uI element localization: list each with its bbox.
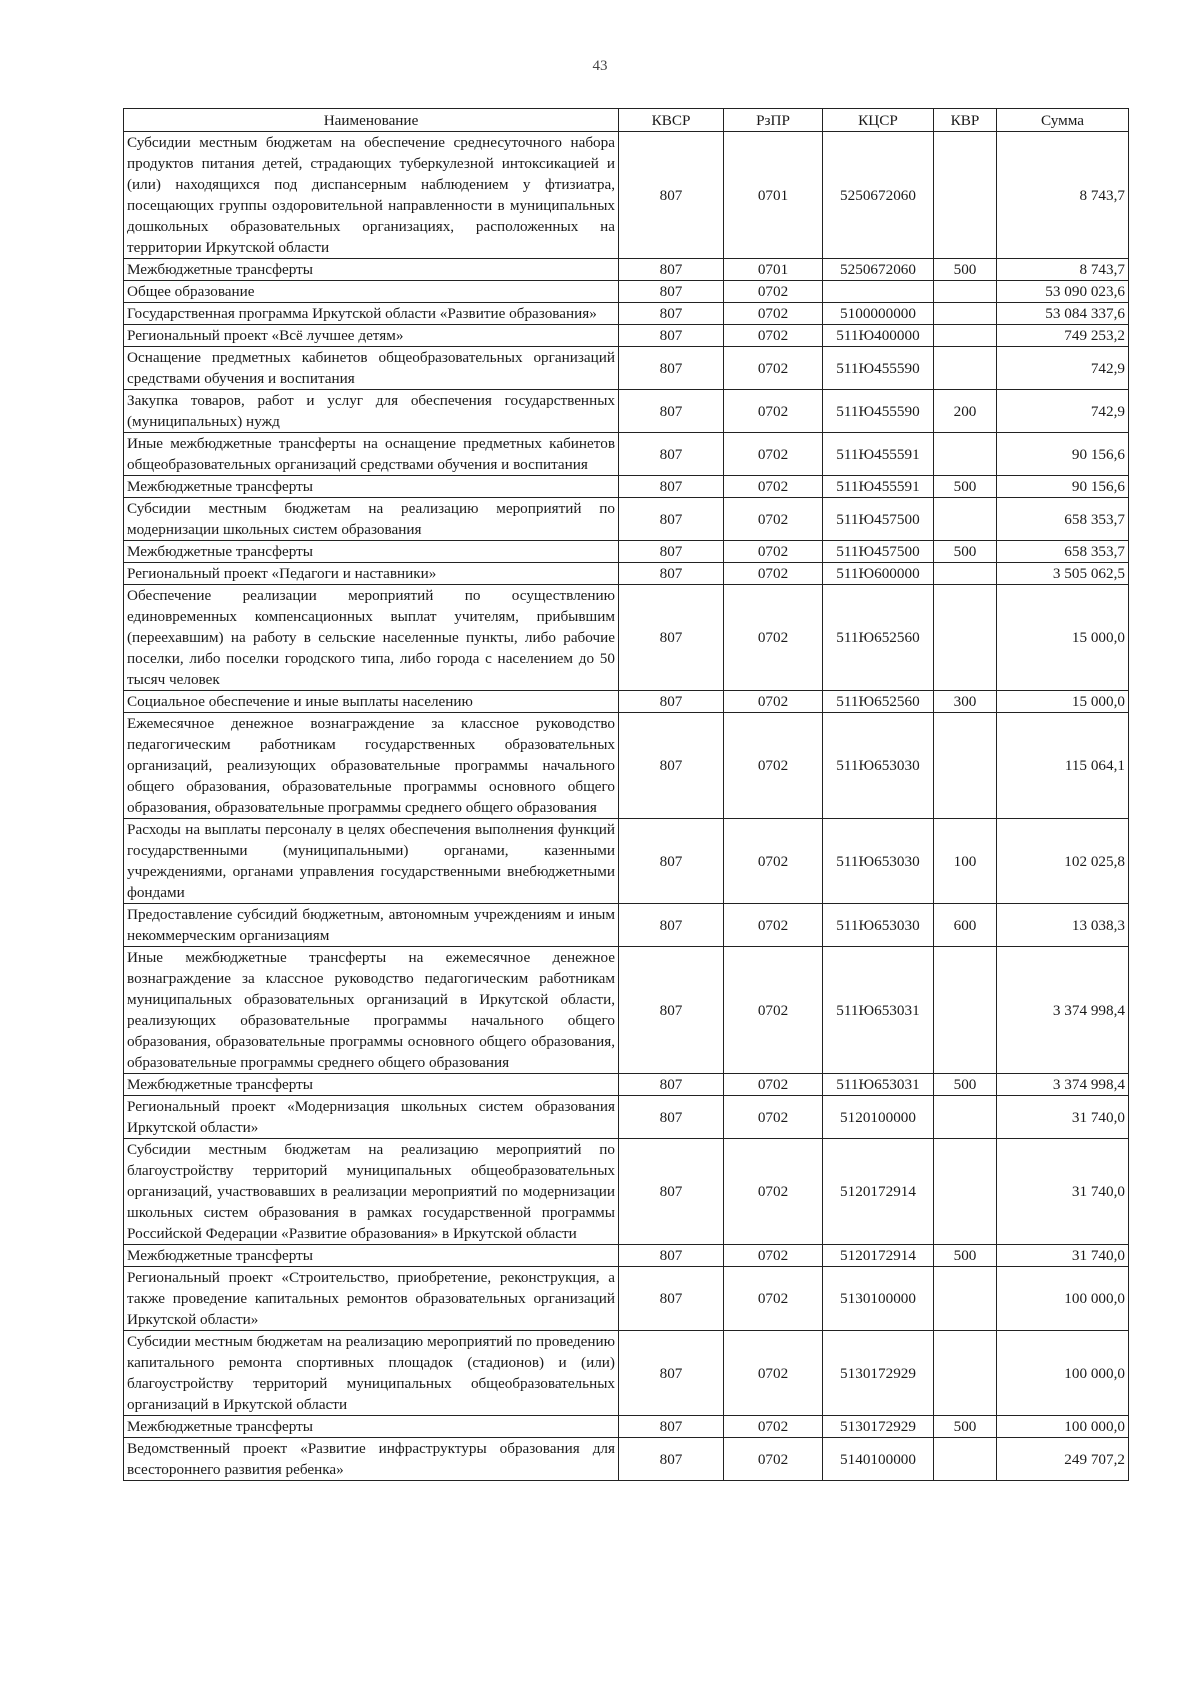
row-kvr bbox=[934, 1267, 997, 1331]
table-row bbox=[124, 325, 1129, 347]
row-kvr bbox=[934, 947, 997, 1074]
header-sum: Сумма bbox=[997, 109, 1129, 132]
table-row bbox=[124, 1245, 1129, 1267]
row-rzpr: 0702 bbox=[724, 390, 823, 433]
row-sum: 53 090 023,6 bbox=[997, 281, 1129, 303]
row-kcsr: 5130172929 bbox=[823, 1331, 934, 1416]
header-kvr: КВР bbox=[934, 109, 997, 132]
row-rzpr: 0702 bbox=[724, 563, 823, 585]
table-row bbox=[124, 433, 1129, 476]
row-kvr: 500 bbox=[934, 1245, 997, 1267]
row-kcsr: 5120172914 bbox=[823, 1139, 934, 1245]
row-kvr bbox=[934, 713, 997, 819]
row-rzpr: 0701 bbox=[724, 259, 823, 281]
row-sum: 742,9 bbox=[997, 390, 1129, 433]
row-name: Оснащение предметных кабинетов общеобразовательных организаций средствами обучения и воспитания bbox=[124, 347, 619, 390]
row-kvr bbox=[934, 563, 997, 585]
row-kvsr: 807 bbox=[619, 1331, 724, 1416]
row-name: Иные межбюджетные трансферты на ежемесячное денежное вознаграждение за классное руководство педагогическим работникам муниципальных образовательных организаций в Иркутской области, реализующих образовательные программы начального общего образования, образовательные программы основного общего образования, образовательные программы среднего общего образования bbox=[124, 947, 619, 1074]
row-kvr bbox=[934, 325, 997, 347]
row-kvsr: 807 bbox=[619, 1096, 724, 1139]
row-kcsr: 511Ю653030 bbox=[823, 904, 934, 947]
row-kvr: 500 bbox=[934, 1416, 997, 1438]
row-kcsr: 5100000000 bbox=[823, 303, 934, 325]
row-sum: 8 743,7 bbox=[997, 132, 1129, 259]
row-sum: 100 000,0 bbox=[997, 1416, 1129, 1438]
row-sum: 742,9 bbox=[997, 347, 1129, 390]
table-row bbox=[124, 691, 1129, 713]
table-row bbox=[124, 347, 1129, 390]
row-sum: 90 156,6 bbox=[997, 476, 1129, 498]
row-rzpr: 0702 bbox=[724, 347, 823, 390]
row-name: Межбюджетные трансферты bbox=[124, 1074, 619, 1096]
row-name: Ежемесячное денежное вознаграждение за классное руководство педагогическим работникам государственных образовательных организаций, реализующих образовательные программы начального общего образования, образовательные программы основного общего образования, образовательные программы среднего общего образования bbox=[124, 713, 619, 819]
row-sum: 115 064,1 bbox=[997, 713, 1129, 819]
row-sum: 658 353,7 bbox=[997, 541, 1129, 563]
row-sum: 3 505 062,5 bbox=[997, 563, 1129, 585]
row-name: Региональный проект «Строительство, приобретение, реконструкция, а также проведение капитальных ремонтов образовательных организаций Иркутской области» bbox=[124, 1267, 619, 1331]
row-rzpr: 0702 bbox=[724, 1096, 823, 1139]
row-kvsr: 807 bbox=[619, 691, 724, 713]
table-row bbox=[124, 947, 1129, 1074]
row-kvsr: 807 bbox=[619, 347, 724, 390]
row-rzpr: 0702 bbox=[724, 281, 823, 303]
table-row bbox=[124, 563, 1129, 585]
row-sum: 31 740,0 bbox=[997, 1245, 1129, 1267]
table-row bbox=[124, 1267, 1129, 1331]
row-kvsr: 807 bbox=[619, 1438, 724, 1481]
row-kcsr: 511Ю653030 bbox=[823, 713, 934, 819]
row-sum: 15 000,0 bbox=[997, 585, 1129, 691]
row-kcsr: 511Ю653030 bbox=[823, 819, 934, 904]
row-kvsr: 807 bbox=[619, 563, 724, 585]
row-sum: 31 740,0 bbox=[997, 1096, 1129, 1139]
row-kcsr: 511Ю455591 bbox=[823, 433, 934, 476]
row-name: Субсидии местным бюджетам на реализацию мероприятий по проведению капитального ремонта спортивных площадок (стадионов) и (или) благоустройству территорий муниципальных общеобразовательных организаций в Иркутской области bbox=[124, 1331, 619, 1416]
row-kvsr: 807 bbox=[619, 585, 724, 691]
row-kvr bbox=[934, 433, 997, 476]
row-kvr bbox=[934, 281, 997, 303]
row-rzpr: 0702 bbox=[724, 1245, 823, 1267]
table-row bbox=[124, 1331, 1129, 1416]
table-row bbox=[124, 498, 1129, 541]
row-rzpr: 0702 bbox=[724, 476, 823, 498]
row-name: Ведомственный проект «Развитие инфраструктуры образования для всестороннего развития ребенка» bbox=[124, 1438, 619, 1481]
table-row bbox=[124, 132, 1129, 259]
row-kvr: 600 bbox=[934, 904, 997, 947]
row-kvsr: 807 bbox=[619, 541, 724, 563]
row-sum: 3 374 998,4 bbox=[997, 947, 1129, 1074]
table-row bbox=[124, 1416, 1129, 1438]
row-name: Расходы на выплаты персоналу в целях обеспечения выполнения функций государственными (муниципальными) органами, казенными учреждениями, органами управления государственными внебюджетными фондами bbox=[124, 819, 619, 904]
row-rzpr: 0701 bbox=[724, 132, 823, 259]
row-name: Межбюджетные трансферты bbox=[124, 541, 619, 563]
row-kcsr: 511Ю600000 bbox=[823, 563, 934, 585]
row-kvr bbox=[934, 132, 997, 259]
row-rzpr: 0702 bbox=[724, 541, 823, 563]
table-row bbox=[124, 390, 1129, 433]
table-row bbox=[124, 713, 1129, 819]
row-kcsr: 511Ю457500 bbox=[823, 498, 934, 541]
budget-table bbox=[123, 108, 1129, 1481]
table-row bbox=[124, 476, 1129, 498]
row-sum: 249 707,2 bbox=[997, 1438, 1129, 1481]
row-kvr: 500 bbox=[934, 259, 997, 281]
row-sum: 13 038,3 bbox=[997, 904, 1129, 947]
row-rzpr: 0702 bbox=[724, 433, 823, 476]
row-kvr: 500 bbox=[934, 476, 997, 498]
row-kvsr: 807 bbox=[619, 390, 724, 433]
row-name: Обеспечение реализации мероприятий по осуществлению единовременных компенсационных выплат учителям, прибывшим (переехавшим) на работу в сельские населенные пункты, либо рабочие поселки, либо поселки городского типа, либо города с населением до 50 тысяч человек bbox=[124, 585, 619, 691]
row-rzpr: 0702 bbox=[724, 691, 823, 713]
table-row bbox=[124, 303, 1129, 325]
row-name: Субсидии местным бюджетам на реализацию мероприятий по благоустройству территорий муниципальных общеобразовательных организаций, участвовавших в реализации мероприятий по модернизации школьных систем образования в рамках государственной программы Российской Федерации «Развитие образования» в Иркутской области bbox=[124, 1139, 619, 1245]
row-kcsr: 511Ю653031 bbox=[823, 1074, 934, 1096]
row-kvr: 100 bbox=[934, 819, 997, 904]
row-kcsr: 511Ю455590 bbox=[823, 390, 934, 433]
row-rzpr: 0702 bbox=[724, 819, 823, 904]
row-kvr bbox=[934, 1139, 997, 1245]
row-sum: 3 374 998,4 bbox=[997, 1074, 1129, 1096]
row-kvr bbox=[934, 498, 997, 541]
row-rzpr: 0702 bbox=[724, 947, 823, 1074]
row-kvr bbox=[934, 1331, 997, 1416]
row-kvsr: 807 bbox=[619, 1074, 724, 1096]
row-sum: 749 253,2 bbox=[997, 325, 1129, 347]
table-row bbox=[124, 819, 1129, 904]
row-sum: 31 740,0 bbox=[997, 1139, 1129, 1245]
row-name: Государственная программа Иркутской области «Развитие образования» bbox=[124, 303, 619, 325]
row-kvsr: 807 bbox=[619, 713, 724, 819]
row-kvsr: 807 bbox=[619, 1267, 724, 1331]
row-kvsr: 807 bbox=[619, 433, 724, 476]
table-row bbox=[124, 1096, 1129, 1139]
row-rzpr: 0702 bbox=[724, 325, 823, 347]
row-rzpr: 0702 bbox=[724, 498, 823, 541]
row-rzpr: 0702 bbox=[724, 1331, 823, 1416]
row-name: Субсидии местным бюджетам на обеспечение среднесуточного набора продуктов питания детей, страдающих туберкулезной интоксикацией и (или) находящихся под диспансерным наблюдением у фтизиатра, посещающих группы оздоровительной направленности в муниципальных дошкольных образовательных организациях, расположенных на территории Иркутской области bbox=[124, 132, 619, 259]
row-kvr bbox=[934, 1096, 997, 1139]
row-kvr: 500 bbox=[934, 541, 997, 563]
row-kvsr: 807 bbox=[619, 303, 724, 325]
row-kvsr: 807 bbox=[619, 498, 724, 541]
row-sum: 8 743,7 bbox=[997, 259, 1129, 281]
header-rzpr: РзПР bbox=[724, 109, 823, 132]
row-kvr bbox=[934, 303, 997, 325]
header-kvsr: КВСР bbox=[619, 109, 724, 132]
row-kvsr: 807 bbox=[619, 1245, 724, 1267]
page-number: 43 bbox=[592, 58, 608, 74]
row-kcsr: 5250672060 bbox=[823, 259, 934, 281]
row-sum: 53 084 337,6 bbox=[997, 303, 1129, 325]
header-kcsr: КЦСР bbox=[823, 109, 934, 132]
row-kcsr: 5130172929 bbox=[823, 1416, 934, 1438]
table-row bbox=[124, 1074, 1129, 1096]
row-rzpr: 0702 bbox=[724, 303, 823, 325]
row-name: Иные межбюджетные трансферты на оснащение предметных кабинетов общеобразовательных организаций средствами обучения и воспитания bbox=[124, 433, 619, 476]
table-row bbox=[124, 1438, 1129, 1481]
row-kvr bbox=[934, 347, 997, 390]
row-name: Общее образование bbox=[124, 281, 619, 303]
table-row bbox=[124, 259, 1129, 281]
row-kcsr: 511Ю652560 bbox=[823, 691, 934, 713]
row-kvr bbox=[934, 1438, 997, 1481]
row-rzpr: 0702 bbox=[724, 1139, 823, 1245]
row-kvsr: 807 bbox=[619, 904, 724, 947]
row-rzpr: 0702 bbox=[724, 1416, 823, 1438]
row-rzpr: 0702 bbox=[724, 713, 823, 819]
row-name: Межбюджетные трансферты bbox=[124, 1416, 619, 1438]
row-rzpr: 0702 bbox=[724, 1267, 823, 1331]
row-kvr: 500 bbox=[934, 1074, 997, 1096]
row-sum: 15 000,0 bbox=[997, 691, 1129, 713]
row-name: Межбюджетные трансферты bbox=[124, 476, 619, 498]
row-sum: 90 156,6 bbox=[997, 433, 1129, 476]
row-name: Региональный проект «Модернизация школьных систем образования Иркутской области» bbox=[124, 1096, 619, 1139]
row-kcsr: 511Ю455591 bbox=[823, 476, 934, 498]
row-kvsr: 807 bbox=[619, 819, 724, 904]
table-row bbox=[124, 585, 1129, 691]
row-kvr bbox=[934, 585, 997, 691]
row-name: Межбюджетные трансферты bbox=[124, 1245, 619, 1267]
row-sum: 100 000,0 bbox=[997, 1267, 1129, 1331]
row-kcsr: 511Ю653031 bbox=[823, 947, 934, 1074]
row-kcsr: 5140100000 bbox=[823, 1438, 934, 1481]
row-kvsr: 807 bbox=[619, 947, 724, 1074]
row-kvsr: 807 bbox=[619, 476, 724, 498]
row-kvsr: 807 bbox=[619, 325, 724, 347]
row-sum: 658 353,7 bbox=[997, 498, 1129, 541]
row-kvsr: 807 bbox=[619, 259, 724, 281]
row-kvr: 300 bbox=[934, 691, 997, 713]
table-header-row bbox=[124, 109, 1129, 132]
row-sum: 100 000,0 bbox=[997, 1331, 1129, 1416]
table-row bbox=[124, 1139, 1129, 1245]
table-row bbox=[124, 904, 1129, 947]
row-kcsr: 511Ю455590 bbox=[823, 347, 934, 390]
row-name: Межбюджетные трансферты bbox=[124, 259, 619, 281]
row-name: Региональный проект «Всё лучшее детям» bbox=[124, 325, 619, 347]
row-rzpr: 0702 bbox=[724, 1074, 823, 1096]
row-kcsr: 511Ю457500 bbox=[823, 541, 934, 563]
row-kcsr: 5120100000 bbox=[823, 1096, 934, 1139]
row-kcsr bbox=[823, 281, 934, 303]
row-name: Субсидии местным бюджетам на реализацию мероприятий по модернизации школьных систем образования bbox=[124, 498, 619, 541]
row-name: Региональный проект «Педагоги и наставники» bbox=[124, 563, 619, 585]
row-kcsr: 511Ю400000 bbox=[823, 325, 934, 347]
row-kcsr: 5250672060 bbox=[823, 132, 934, 259]
row-name: Закупка товаров, работ и услуг для обеспечения государственных (муниципальных) нужд bbox=[124, 390, 619, 433]
row-kcsr: 511Ю652560 bbox=[823, 585, 934, 691]
row-name: Предоставление субсидий бюджетным, автономным учреждениям и иным некоммерческим организациям bbox=[124, 904, 619, 947]
row-kcsr: 5130100000 bbox=[823, 1267, 934, 1331]
row-kvsr: 807 bbox=[619, 132, 724, 259]
header-name: Наименование bbox=[124, 109, 619, 132]
row-sum: 102 025,8 bbox=[997, 819, 1129, 904]
row-rzpr: 0702 bbox=[724, 585, 823, 691]
row-kvsr: 807 bbox=[619, 281, 724, 303]
row-kvsr: 807 bbox=[619, 1139, 724, 1245]
table-row bbox=[124, 281, 1129, 303]
row-kcsr: 5120172914 bbox=[823, 1245, 934, 1267]
row-kvr: 200 bbox=[934, 390, 997, 433]
row-kvsr: 807 bbox=[619, 1416, 724, 1438]
row-name: Социальное обеспечение и иные выплаты населению bbox=[124, 691, 619, 713]
table-row bbox=[124, 541, 1129, 563]
row-rzpr: 0702 bbox=[724, 904, 823, 947]
row-rzpr: 0702 bbox=[724, 1438, 823, 1481]
